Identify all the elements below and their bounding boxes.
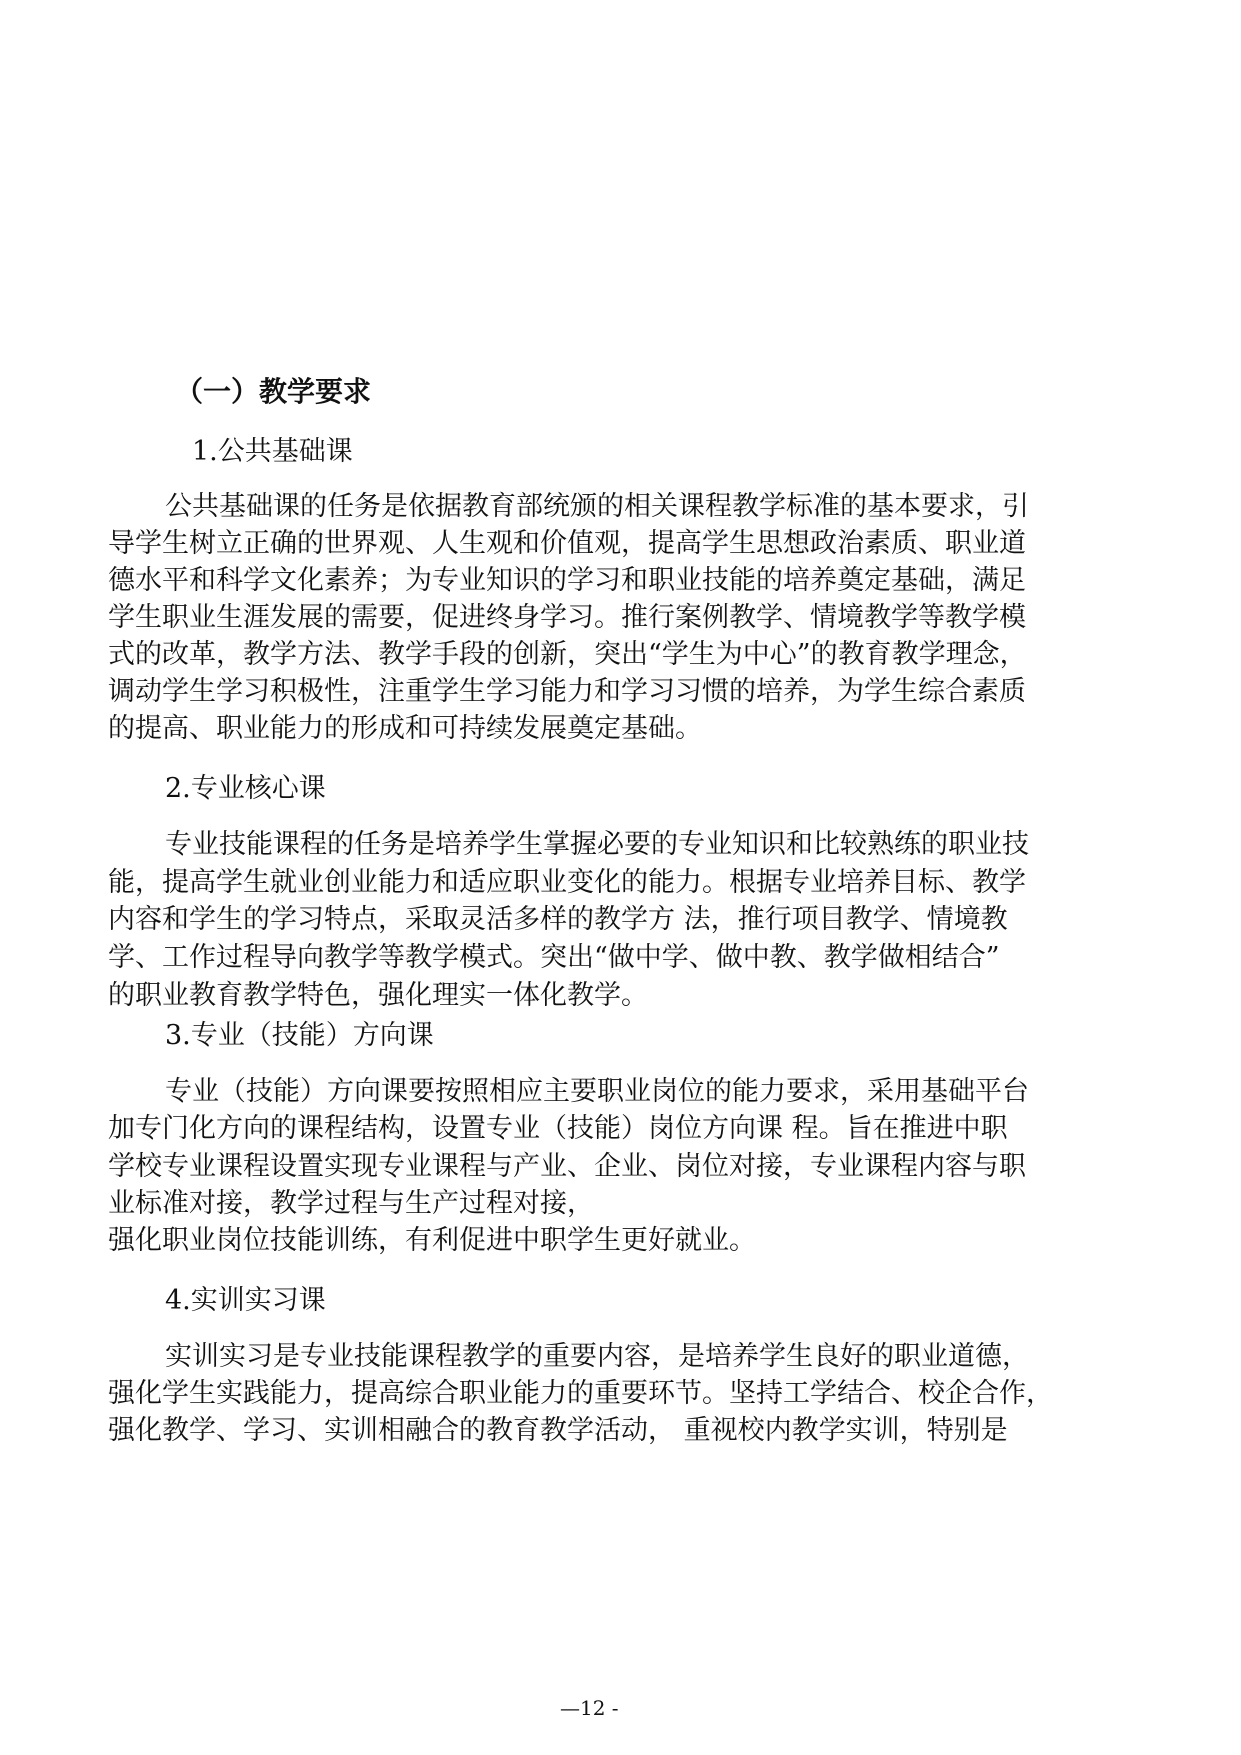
paragraph-line: 强化教学、学习、实训相融合的教育教学活动， 重视校内教学实训，特别是	[108, 1415, 1008, 1446]
paragraph-line: 内容和学生的学习特点，采取灵活多样的教学方 法，推行项目教学、情境教	[108, 904, 1008, 935]
subsection-heading: 4.实训实习课	[165, 1285, 326, 1316]
paragraph-line: 加专门化方向的课程结构，设置专业（技能）岗位方向课 程。旨在推进中职	[108, 1113, 1008, 1144]
paragraph-line: 强化职业岗位技能训练，有利促进中职学生更好就业。	[108, 1225, 756, 1256]
paragraph-line: 强化学生实践能力，提高综合职业能力的重要环节。坚持工学结合、校企合作，	[108, 1378, 1053, 1409]
paragraph-line: 公共基础课的任务是依据教育部统颁的相关课程教学标准的基本要求，引	[165, 491, 1029, 522]
paragraph-line: 业标准对接，教学过程与生产过程对接，	[108, 1188, 594, 1219]
page-number: —12 -	[560, 1696, 619, 1720]
paragraph-line: 的职业教育教学特色，强化理实一体化教学。	[108, 980, 648, 1011]
paragraph-line: 式的改革，教学方法、教学手段的创新，突出“学生为中心”的教育教学理念，	[108, 639, 1027, 670]
paragraph-line: 专业技能课程的任务是培养学生掌握必要的专业知识和比较熟练的职业技	[165, 829, 1029, 860]
subsection-heading: 2.专业核心课	[165, 773, 326, 804]
paragraph-line: 导学生树立正确的世界观、人生观和价值观，提高学生思想政治素质、职业道	[108, 528, 1026, 559]
paragraph-line: 专业（技能）方向课要按照相应主要职业岗位的能力要求，采用基础平台	[165, 1076, 1029, 1107]
section-title: （一）教学要求	[175, 375, 372, 408]
paragraph-line: 学校专业课程设置实现专业课程与产业、企业、岗位对接，专业课程内容与职	[108, 1151, 1026, 1182]
paragraph-line: 学生职业生涯发展的需要，促进终身学习。推行案例教学、情境教学等教学模	[108, 602, 1026, 633]
subsection-heading: 3.专业（技能）方向课	[165, 1020, 434, 1051]
paragraph-line: 能，提高学生就业创业能力和适应职业变化的能力。根据专业培养目标、教学	[108, 867, 1026, 898]
paragraph-line: 的提高、职业能力的形成和可持续发展奠定基础。	[108, 713, 702, 744]
paragraph-line: 学、工作过程导向教学等教学模式。突出“做中学、做中教、教学做相结合”	[108, 942, 1000, 973]
subsection-heading: 1.公共基础课	[192, 436, 353, 467]
paragraph-line: 实训实习是专业技能课程教学的重要内容，是培养学生良好的职业道德，	[165, 1341, 1029, 1372]
paragraph-line: 调动学生学习积极性，注重学生学习能力和学习习惯的培养，为学生综合素质	[108, 676, 1026, 707]
paragraph-line: 德水平和科学文化素养；为专业知识的学习和职业技能的培养奠定基础，满足	[108, 565, 1026, 596]
